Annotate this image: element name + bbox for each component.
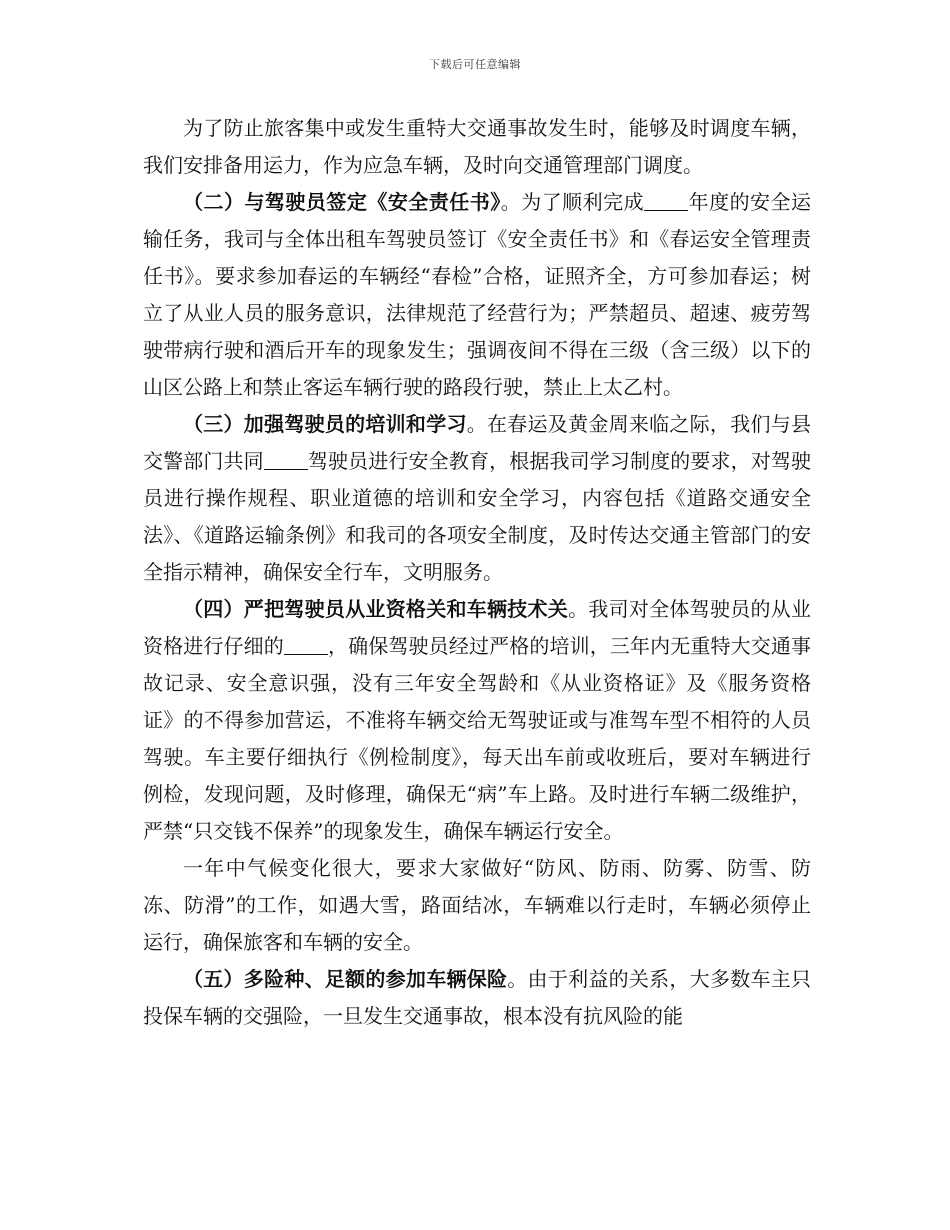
page-header: 下载后可任意编辑: [429, 58, 521, 71]
paragraph-text: 年度的安全运输任务，我司与全体出租车驾驶员签订《安全责任书》和《春运安全管理责任书》。要求参加春运的车辆经“春检”合格，证照齐全，方可参加春运；树立了从业人员的服务意识，法律规范了经营行为；严禁超员、超速、疲劳驾驶带病行驶和酒后开车的现象发生；强调夜间不得在三级（含三级）以下的山区公路上和禁止客运车辆行驶的路段行驶，禁止上太乙村。: [143, 190, 812, 399]
paragraph-insurance: [143, 961, 811, 1035]
paragraph-safety-responsibility: [143, 184, 811, 406]
paragraph-text: ，确保驾驶员经过严格的培训，三年内无重特大交通事故记录、安全意识强，没有三年安全驾龄和《从业资格证》及《服务资格证》的不得参加营运，不准将车辆交给无驾驶证或与准驾车型不相符的人员驾驶。车主要仔细执行《例检制度》，每天出车前或收班后，要对车辆进行例检，发现问题，及时修理，确保无“病”车上路。及时进行车辆二级维护，严禁“只交钱不保养”的现象发生，确保车辆运行安全。: [143, 634, 812, 843]
paragraph-driver-training: [143, 406, 811, 591]
section-heading-5: （五）多险种、足额的参加车辆保险: [183, 967, 508, 991]
paragraph-text: 一年中气候变化很大，要求大家做好“防风、防雨、防雾、防雪、防冻、防滑”的工作，如遇大雪，路面结冰，车辆难以行走时，车辆必须停止运行，确保旅客和车辆的安全。: [143, 856, 811, 954]
fill-in-blank: [264, 449, 308, 470]
paragraph-text: 驾驶员进行安全教育，根据我司学习制度的要求，对驾驶员进行操作规程、职业道德的培训和安全学习，内容包括《道路交通安全法》、《道路运输条例》和我司的各项安全制度，及时传达交通主管部门的安全指示精神，确保安全行车，文明服务。: [143, 449, 812, 584]
paragraph-text: 。我司对全体驾驶员的从业资格进行仔细的: [143, 597, 812, 658]
section-heading-3: （三）加强驾驶员的培训和学习: [183, 412, 467, 436]
document-body: [143, 110, 811, 1035]
paragraph-qualification-check: [143, 591, 811, 850]
paragraph-emergency-vehicles: [143, 110, 811, 184]
paragraph-text: 。由于利益的关系，大多数车主只投保车辆的交强险，一旦发生交通事故，根本没有抗风险的能: [143, 967, 812, 1028]
paragraph-text: 。在春运及黄金周来临之际，我们与县交警部门共同: [143, 412, 812, 473]
section-heading-2: （二）与驾驶员签定《安全责任书》: [183, 190, 501, 214]
paragraph-text: 。为了顺利完成: [500, 190, 645, 214]
section-heading-4: （四）严把驾驶员从业资格关和车辆技术关: [183, 597, 569, 621]
paragraph-weather: [143, 850, 811, 961]
fill-in-blank: [644, 190, 688, 211]
paragraph-text: 为了防止旅客集中或发生重特大交通事故发生时，能够及时调度车辆，我们安排备用运力，作为应急车辆，及时向交通管理部门调度。: [143, 116, 811, 177]
fill-in-blank: [284, 634, 328, 655]
